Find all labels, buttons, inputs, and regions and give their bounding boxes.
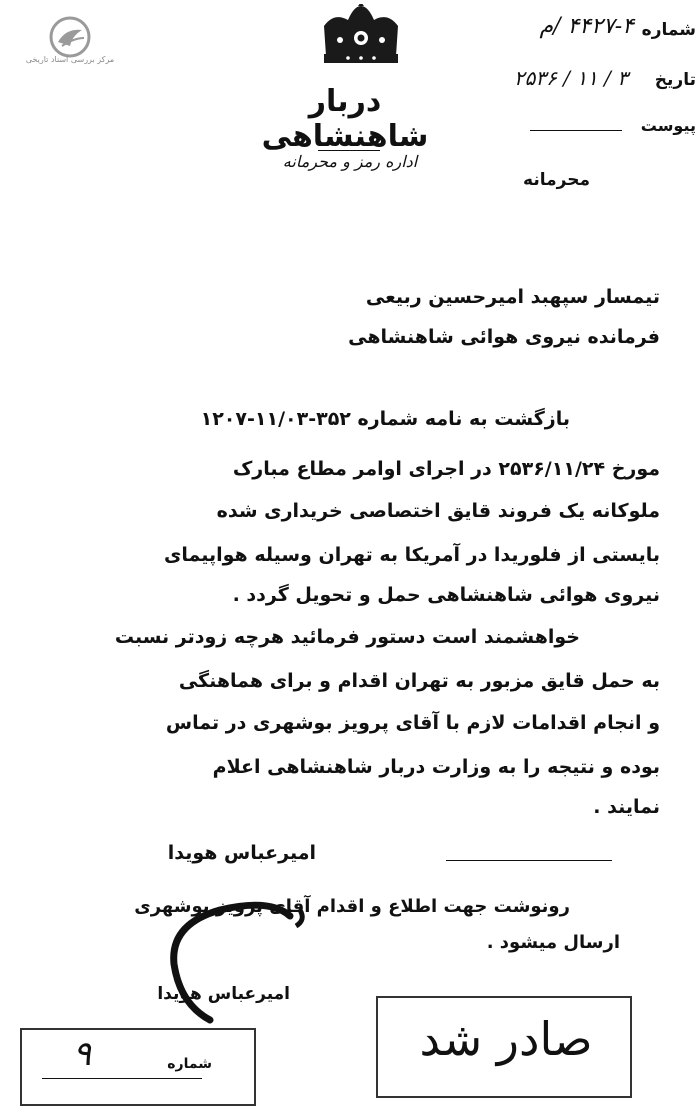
date-label: تاریخ <box>654 70 696 90</box>
issued-stamp <box>376 996 632 1098</box>
archive-watermark: مرکز بررسی اسناد تاریخی <box>25 55 115 64</box>
classification: محرمانه <box>523 170 590 190</box>
body-line: بازگشت به نامه شماره ۳۵۲-۱۱/۰۳-۱۲۰۷ <box>200 408 570 430</box>
crown-emblem <box>318 4 404 70</box>
body-line: بوده و نتیجه را به وزارت دربار شاهنشاهی اعلام <box>212 756 660 778</box>
body-line: نمایند . <box>593 796 660 818</box>
signature-line <box>446 860 612 861</box>
cc-line-1: رونوشت جهت اطلاع و اقدام آقای پرویز بوشهری <box>134 896 570 917</box>
signature-name: امیرعباس هویدا <box>167 842 316 864</box>
body-line: نیروی هوائی شاهنشاهی حمل و تحویل گردد . <box>232 584 660 606</box>
number-stamp-label: شماره <box>167 1056 212 1072</box>
crown-icon <box>318 4 404 70</box>
attachment-line <box>530 130 622 131</box>
recipient-line-2: فرمانده نیروی هوائی شاهنشاهی <box>348 326 660 348</box>
body-line: مورخ ۲۵۳۶/۱۱/۲۴ در اجرای اوامر مطاع مبارک <box>232 458 660 480</box>
number-value: ۴۴۲۷-۴ /م <box>539 14 634 39</box>
office-title: اداره رمز و محرمانه <box>282 152 418 171</box>
issued-stamp-text: صادر شد <box>419 1012 593 1066</box>
number-stamp-value: ۹ <box>72 1034 92 1074</box>
body-line: ملوکانه یک فروند قایق اختصاصی خریداری شده <box>216 500 660 522</box>
number-stamp <box>20 1028 256 1106</box>
cc-line-2: ارسال میشود . <box>486 932 620 953</box>
office-divider <box>318 150 380 151</box>
body-line: بایستی از فلوریدا در آمریکا به تهران وسیله هواپیمای <box>163 544 660 566</box>
body-line: به حمل قایق مزبور به تهران اقدام و برای هماهنگی <box>178 670 660 692</box>
number-stamp-line <box>42 1078 202 1079</box>
date-value: ۳ / ۱۱ / ۲۵۳۶ <box>513 66 628 90</box>
signature2-name: امیرعباس هویدا <box>157 984 290 1004</box>
archive-logo-icon <box>40 16 100 58</box>
recipient-line-1: تیمسار سپهبد امیرحسین ربیعی <box>365 286 660 308</box>
court-title: دربار شاهنشاهی <box>261 84 429 154</box>
handwritten-scribble <box>150 880 310 1030</box>
body-line: و انجام اقدامات لازم با آقای پرویز بوشهری در تماس <box>165 712 660 734</box>
attachment-label: پیوست <box>640 116 696 135</box>
number-label: شماره <box>641 20 696 40</box>
body-line: خواهشمند است دستور فرمائید هرچه زودتر نسبت <box>114 626 580 648</box>
archive-logo <box>40 16 100 58</box>
